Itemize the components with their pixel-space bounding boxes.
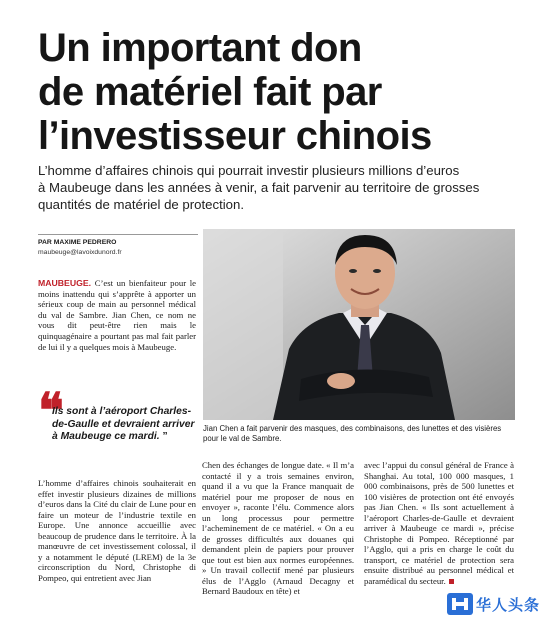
- body-column-2: Chen des échanges de longue date. « Il m’a contacté il y a trois semaines environ, quand il a vu que la France manquait de matériel pour me proposer de nous en envoyer », raconte l’élu. Commence alors un long processus pour permettre l’acheminement de ce matériel. « On a eu de grosses difficultés aux douanes qui demandent plein de papiers pour prouver que tout est bien aux normes européennes. » Un travail collectif mené par plusieurs élus de l’Agglo (Arnaud Decagny et Bernard Baudoux en tête) et: [202, 460, 354, 596]
- pull-quote-text: [52, 406, 198, 444]
- pull-quote: [38, 385, 198, 472]
- byline-email[interactable]: maubeuge@lavoixdunord.fr: [38, 249, 122, 256]
- lead-paragraph: L’homme d’affaires chinois qui pourrait investir plusieurs millions d’euros à Maubeuge dans les années à venir, a fait parvenir au territoire de grosses quantités de matériel de protection.: [38, 163, 480, 212]
- watermark: [446, 588, 546, 620]
- byline-author: PAR MAXIME PEDRERO: [38, 239, 117, 246]
- photo-caption: Jian Chen a fait parvenir des masques, des combinaisons, des lunettes et des visières pour le val de Sambre.: [203, 424, 502, 443]
- watermark-logo-icon: [446, 590, 474, 618]
- intro-text: C’est un bienfaiteur pour le moins inattendu qui s’apprête à apporter un sérieux coup de main au personnel médical du val de Sambre. Jian Chen, ce nom ne vous dit peut-être rien mais le quinquagénaire a pourtant pas mal fait parler de lui il y a quelques mois à Maubeuge.: [38, 278, 196, 352]
- pull-quote-body: Ils sont à l’aéroport Charles-de-Gaulle et devraient arriver à Maubeuge ce mardi.: [52, 406, 195, 442]
- headline: Un important don de matériel fait par l’investisseur chinois: [38, 26, 432, 158]
- quote-close-mark: ”: [159, 431, 168, 442]
- dateline-city: MAUBEUGE.: [38, 278, 92, 288]
- portrait-photo: [203, 229, 515, 420]
- body-column-3-text: avec l’appui du consul général de France à Shanghai. Au total, 100 000 masques, 1 000 combinaisons, près de 500 lunettes et 100 visières de protection ont été envoyés pas Jian Chen. « Ils sont actuellement à l’aéroport Charles-de-Gaulle et devraient arriver à Maubeuge ce mardi », précise Christophe di Pompeo. Réceptionné par l’Agglo, qui a pris en charge le coût du transport, ce matériel de protection sera ensuite distribué au personnel médical et paramédical du secteur.: [364, 460, 514, 586]
- byline: [38, 234, 198, 258]
- body-column-3: [364, 460, 514, 586]
- watermark-text: 华人头条: [476, 595, 541, 614]
- intro-paragraph: [38, 278, 196, 352]
- quote-mark-icon: ❝: [38, 385, 64, 438]
- end-square-icon: [449, 579, 454, 584]
- body-column-1: L’homme d’affaires chinois souhaiterait en effet investir plusieurs dizaines de millions d’euros dans la Cité du clair de Lune pour en faire un moteur de l’industrie textile en Europe. Une annonce accueillie avec beaucoup de prudence dans le territoire. À la manœuvre de cet investissement colossal, il y a notamment le député (LREM) de la 3e circonscription du Nord, Christophe di Pompeo, qui entretient avec Jian: [38, 478, 196, 583]
